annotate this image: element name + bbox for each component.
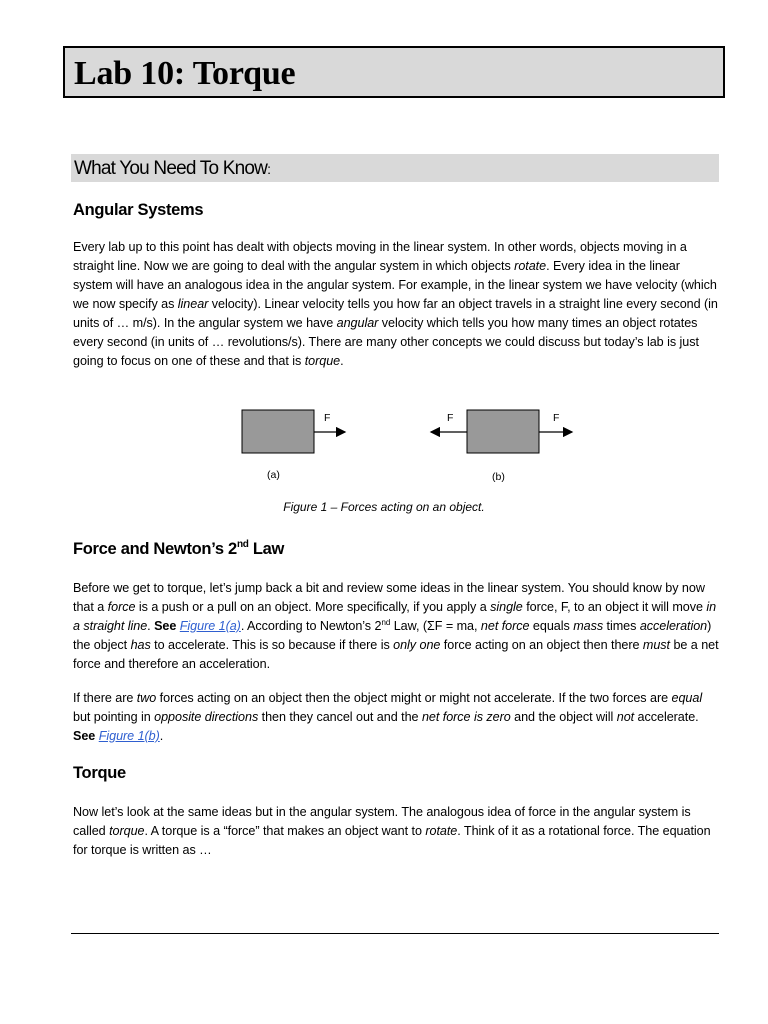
text-emphasis: single <box>490 600 523 614</box>
figure-1a-link[interactable]: Figure 1(a) <box>179 619 241 633</box>
object-box-b <box>467 410 539 453</box>
text-run: times <box>603 619 640 633</box>
section-header-colon: : <box>267 161 271 177</box>
heading-superscript: nd <box>236 539 249 550</box>
paragraph-newton-2 <box>73 689 719 746</box>
force-label-b-right: F <box>553 412 560 424</box>
force-label-b-left: F <box>447 412 454 424</box>
text-run: Law, (ΣF = ma, <box>390 619 481 633</box>
text-run: to accelerate. This is so because if there is <box>150 638 394 652</box>
text-run: velocity which tells you how many times an object rotates every second (in units of … revolutions/s). There are many other concepts we could discuss but today’s lab is just going to focus on one of these and that is <box>73 316 699 368</box>
paragraph-torque <box>73 803 719 860</box>
footer-divider <box>71 933 719 934</box>
figure-1-forces <box>0 405 768 475</box>
text-run: . <box>159 729 164 743</box>
title-box <box>63 46 725 98</box>
force-label-a: F <box>324 412 331 424</box>
text-run: then they cancel out and the <box>258 710 422 724</box>
text-run: . <box>340 354 344 368</box>
figure-label-b: (b) <box>492 471 505 483</box>
text-emphasis: torque <box>109 824 145 838</box>
text-run: forces acting on an object then the object might or might not accelerate. If the two forces are <box>156 691 672 705</box>
text-emphasis: opposite directions <box>154 710 259 724</box>
section-header <box>71 154 719 182</box>
text-emphasis: force <box>107 600 136 614</box>
text-emphasis: must <box>642 638 670 652</box>
text-run: . <box>147 619 155 633</box>
text-run: Every lab up to this point has dealt with objects moving in the linear system. In other words, objects moving in a straight line. Now we are going to deal with the angular system in which objects <box>73 240 687 273</box>
heading-newton <box>73 540 284 559</box>
text-emphasis: angular <box>336 316 379 330</box>
text-run: . According to Newton’s 2 <box>240 619 382 633</box>
text-emphasis: two <box>136 691 157 705</box>
figure-label-a: (a) <box>267 469 280 481</box>
text-emphasis: rotate <box>425 824 458 838</box>
object-box-a <box>242 410 314 453</box>
superscript: nd <box>381 618 391 627</box>
text-emphasis: rotate <box>514 259 547 273</box>
text-run: force acting on an object then there <box>440 638 643 652</box>
heading-text: Force and Newton’s 2 <box>73 540 237 558</box>
text-emphasis: mass <box>573 619 604 633</box>
figure-1b-link[interactable]: Figure 1(b) <box>98 729 160 743</box>
text-run: Now let’s look at the same ideas but in the angular system. The analogous idea of force in the angular system is called <box>73 805 691 838</box>
text-run: velocity). Linear velocity tells you how far an object travels in a straight line every second (in units of … m/s). In the angular system we have <box>73 297 718 330</box>
text-bold: See <box>73 729 96 743</box>
text-run: equals <box>529 619 574 633</box>
text-emphasis: net force is zero <box>421 710 511 724</box>
text-emphasis: linear <box>177 297 209 311</box>
text-run: and the object will <box>510 710 617 724</box>
text-emphasis: acceleration <box>639 619 708 633</box>
figure-caption: Figure 1 – Forces acting on an object. <box>283 500 485 514</box>
paragraph-newton-1 <box>73 579 719 674</box>
text-run: force, F, to an object it will move <box>522 600 707 614</box>
text-emphasis: net force <box>480 619 530 633</box>
text-emphasis: equal <box>671 691 703 705</box>
text-run: . Think of it as a rotational force. The equation for torque is written as … <box>73 824 711 857</box>
paragraph-angular <box>73 238 719 371</box>
text-run: but pointing in <box>73 710 155 724</box>
section-header-label: What You Need To Know <box>74 158 268 179</box>
text-run: If there are <box>73 691 137 705</box>
text-run: . Every idea in the linear system will have an analogous idea in the angular system. For example, in the linear system we have velocity (which we now specify as <box>73 259 717 311</box>
text-run: is a push or a pull on an object. More specifically, if you apply a <box>135 600 491 614</box>
text-emphasis: has <box>130 638 151 652</box>
heading-angular-systems: Angular Systems <box>73 201 204 219</box>
heading-torque: Torque <box>73 764 126 782</box>
text-run: ) the object <box>73 619 712 652</box>
text-emphasis: torque <box>304 354 341 368</box>
text-bold: See <box>154 619 177 633</box>
text-emphasis: in a straight line <box>73 600 717 633</box>
text-run: Before we get to torque, let’s jump back a bit and review some ideas in the linear system. You should know by now that a <box>73 581 705 614</box>
text-run: . A torque is a “force” that makes an object want to <box>144 824 426 838</box>
text-emphasis: only one <box>393 638 441 652</box>
text-run: accelerate. <box>634 710 699 724</box>
page-title: Lab 10: Torque <box>74 55 296 92</box>
text-run: be a net force and therefore an acceleration. <box>73 638 719 671</box>
text-emphasis: not <box>616 710 635 724</box>
heading-text: Law <box>248 540 285 558</box>
